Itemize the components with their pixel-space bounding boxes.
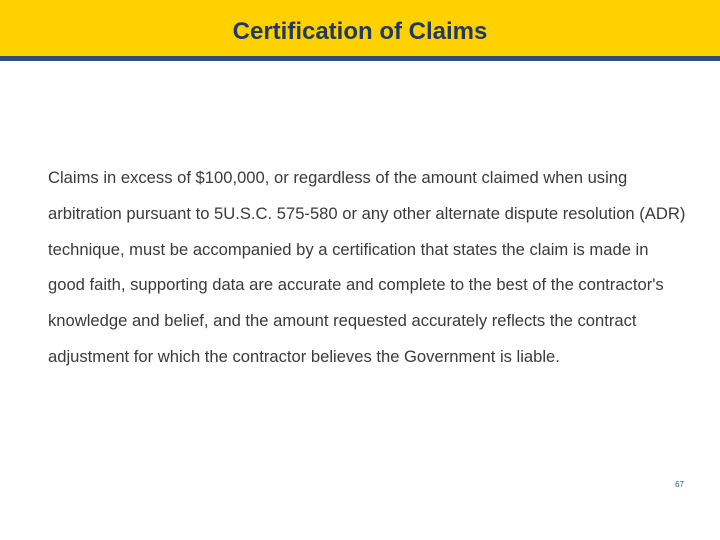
slide-title: Certification of Claims — [232, 18, 488, 45]
body-paragraph: Claims in excess of $100,000, or regardless of the amount claimed when using arbitration pursuant to 5U.S.C. 575-580 or any other alternate dispute resolution (ADR) technique, must be accompanied by a certification that states the claim is made in good faith, supporting data are accurate and complete to the best of the contractor's knowledge and belief, and the amount requested accurately reflects the contract adjustment for which the contractor believes the Government is liable. — [48, 168, 686, 366]
title-bar — [0, 0, 720, 56]
page-number: 67 — [675, 480, 684, 489]
title-underline — [0, 56, 720, 61]
